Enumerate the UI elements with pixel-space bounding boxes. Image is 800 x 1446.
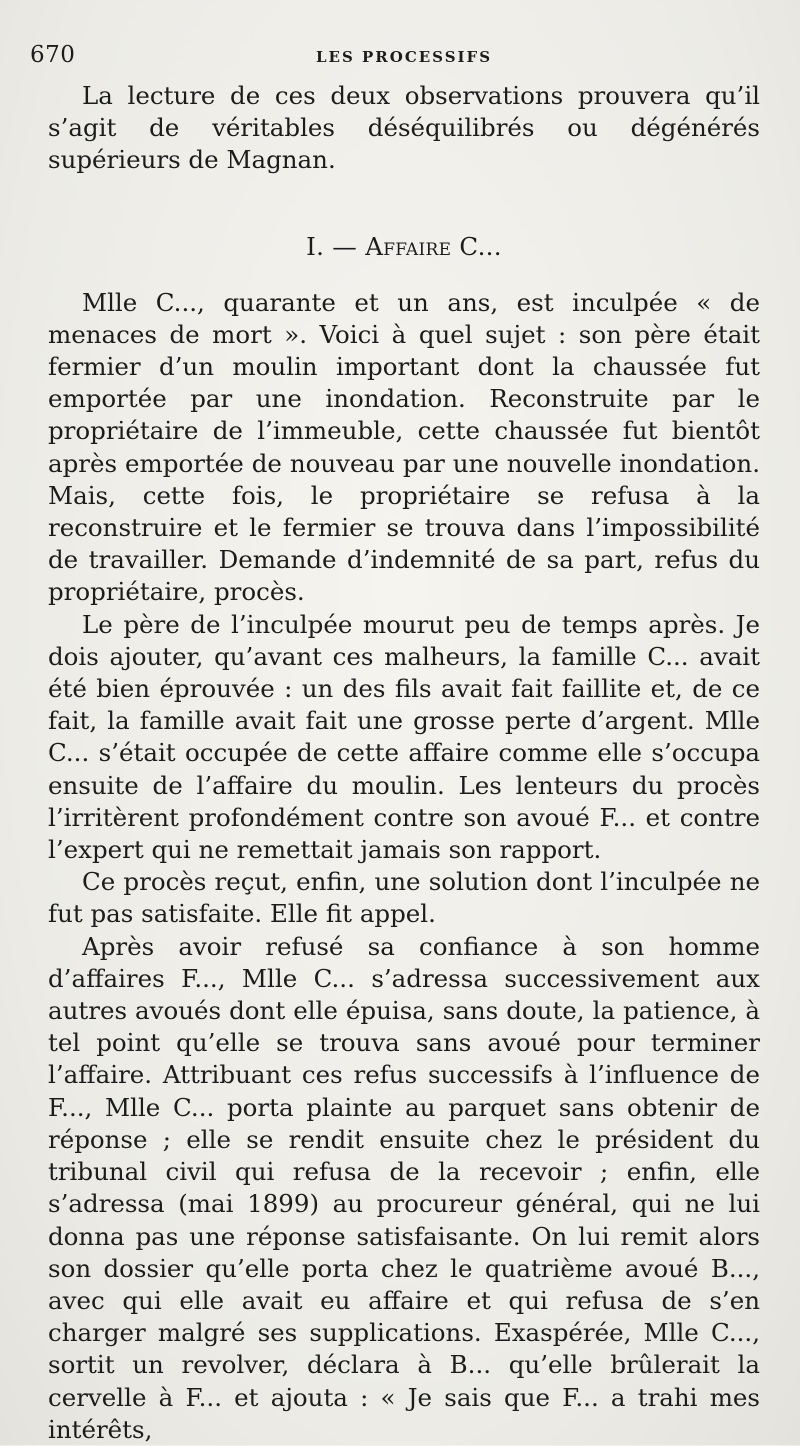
section-number: I. — <box>306 231 358 261</box>
running-head: LES PROCESSIFS <box>315 48 493 66</box>
section-title: Affaire C... <box>365 231 502 261</box>
section-heading <box>48 231 760 263</box>
body-text <box>48 80 760 1446</box>
paragraph-3: Ce procès reçut, enfin, une solution dont l’inculpée ne fut pas satisfaite. Elle fit appel. <box>48 867 760 929</box>
page-header <box>30 36 760 80</box>
paragraph-1: Mlle C..., quarante et un ans, est inculpée « de menaces de mort ». Voici à quel sujet : son père était fermier d’un moulin important dont la chaussée fut emportée par une inondation. Reconstruite par le propriétaire de l’immeuble, cette chaussée fut bientôt après emportée de nouveau par une nouvelle inondation. Mais, cette fois, le propriétaire se refusa à la reconstruire et le fermier se trouva dans l’impossibilité de travailler. Demande d’indemnité de sa part, refus du propriétaire, procès. <box>48 287 760 607</box>
paragraph-2: Le père de l’inculpée mourut peu de temps après. Je dois ajouter, qu’avant ces malheurs, la famille C... avait été bien éprouvée : un des fils avait fait faillite et, de ce fait, la famille avait fait une grosse perte d’argent. Mlle C... s’était occupée de cette affaire comme elle s’occupa ensuite de l’affaire du moulin. Les lenteurs du procès l’irritèrent profondément contre son avoué F... et contre l’expert qui ne remettait jamais son rapport. <box>48 609 760 865</box>
intro-paragraph: La lecture de ces deux observations prouvera qu’il s’agit de véritables déséquilibrés ou dégénérés supérieurs de Magnan. <box>48 81 760 175</box>
page-number: 670 <box>30 42 76 68</box>
paragraph-4: Après avoir refusé sa confiance à son homme d’affaires F..., Mlle C... s’adressa successivement aux autres avoués dont elle épuisa, sans doute, la patience, à tel point qu’elle se trouva sans avoué pour terminer l’affaire. Attribuant ces refus successifs à l’influence de F..., Mlle C... porta plainte au parquet sans obtenir de réponse ; elle se rendit ensuite chez le président du tribunal civil qui refusa de la recevoir ; enfin, elle s’adressa (mai 1899) au procureur général, qui ne lui donna pas une réponse satisfaisante. On lui remit alors son dossier qu’elle porta chez le quatrième avoué B..., avec qui elle avait eu affaire et qui refusa de s’en charger malgré ses supplications. Exaspérée, Mlle C..., sortit un revolver, déclara à B... qu’elle brûlerait la cervelle à F... et ajouta : « Je sais que F... a trahi mes intérêts, <box>48 931 760 1444</box>
